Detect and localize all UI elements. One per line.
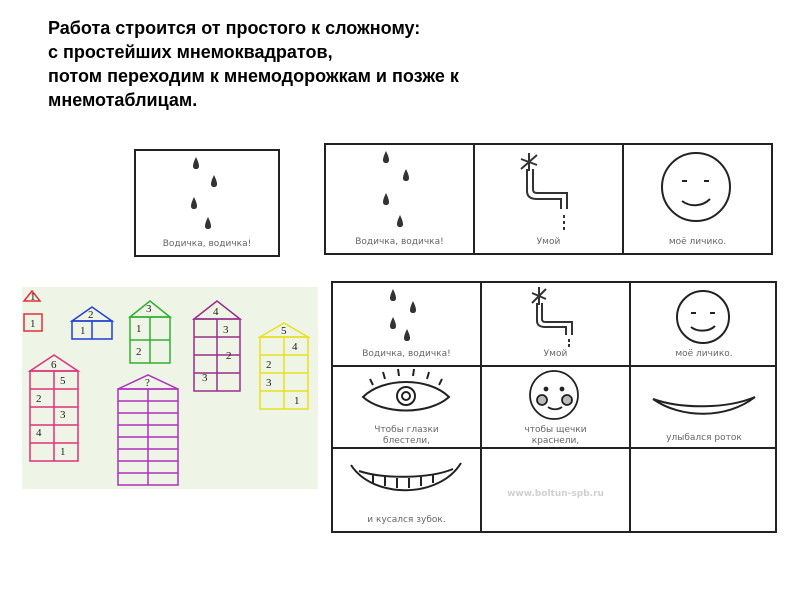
- table-caption-2: Умой: [543, 349, 568, 359]
- table-cell-7: [333, 449, 480, 531]
- track-cell-1: [326, 145, 473, 253]
- table-cell-3: [631, 283, 777, 365]
- heading-line-4: мнемотаблицам.: [48, 90, 198, 110]
- house-6-cell-1: 5: [60, 375, 66, 387]
- heading-line-2: с простейших мнемоквадратов,: [48, 42, 333, 62]
- table-caption-4: Чтобы глазки блестели,: [374, 425, 439, 446]
- house-5-cell-3: 3: [266, 377, 272, 389]
- mnemo-square-cell: [136, 151, 278, 255]
- house-2-cell: 1: [80, 325, 86, 337]
- mnemo-table: [331, 281, 777, 533]
- track-cell-3: [624, 145, 771, 253]
- track-caption-2: Умой: [536, 237, 561, 247]
- heading-line-1: Работа строится от простого к сложному:: [48, 18, 421, 38]
- table-cell-8: [482, 449, 629, 531]
- track-cell-2: [475, 145, 622, 253]
- table-cell-4: [333, 367, 480, 447]
- house-6-cell-3: 3: [60, 409, 66, 421]
- house-1-cell: 1: [30, 318, 36, 330]
- track-caption-3: моё личико.: [668, 237, 727, 247]
- house-5-roof-label: 5: [281, 325, 287, 337]
- heading-line-3: потом переходим к мнемодорожкам и позже к: [48, 66, 459, 86]
- table-cell-9: [631, 449, 777, 531]
- house-4-roof-label: 4: [213, 306, 219, 318]
- house-1-roof-label: 1: [30, 291, 36, 303]
- table-cell-5: [482, 367, 629, 447]
- mnemo-square-caption: Водичка, водичка!: [162, 239, 252, 249]
- house-5-cell-4: 1: [294, 395, 300, 407]
- table-caption-3: моё личико.: [675, 349, 733, 359]
- house-5-cell-1: 4: [292, 341, 298, 353]
- table-caption-5: чтобы щечки краснели,: [524, 425, 587, 446]
- house-3-roof-label: 3: [146, 303, 152, 315]
- house-6-cell-4: 4: [36, 427, 42, 439]
- house-3-cell-2: 2: [136, 346, 142, 358]
- mnemo-track: [324, 143, 773, 255]
- house-6-roof-label: 6: [51, 359, 57, 371]
- table-cell-6: [631, 367, 777, 447]
- house-7-roof-label: ?: [145, 377, 150, 389]
- watermark-text: www.boltun-spb.ru: [507, 489, 604, 499]
- track-caption-1: Водичка, водичка!: [355, 237, 444, 247]
- house-4-cell-3: 3: [202, 372, 208, 384]
- house-7: [118, 375, 178, 485]
- number-houses-illustration: [22, 287, 318, 489]
- table-cell-1: [333, 283, 480, 365]
- number-houses-panel: [22, 287, 318, 489]
- house-4-cell-2: 2: [226, 350, 232, 362]
- mnemo-square: [134, 149, 280, 257]
- table-caption-1: Водичка, водичка!: [362, 349, 451, 359]
- house-4-cell-1: 3: [223, 324, 229, 336]
- table-caption-7: и кусался зубок.: [367, 515, 446, 525]
- table-caption-6: улыбался роток: [666, 433, 742, 443]
- table-cell-2: [482, 283, 629, 365]
- house-3-cell-1: 1: [136, 323, 142, 335]
- house-2-roof-label: 2: [88, 309, 94, 321]
- house-5-cell-2: 2: [266, 359, 272, 371]
- house-6-cell-2: 2: [36, 393, 42, 405]
- page-heading: [48, 16, 748, 112]
- house-6-cell-5: 1: [60, 446, 66, 458]
